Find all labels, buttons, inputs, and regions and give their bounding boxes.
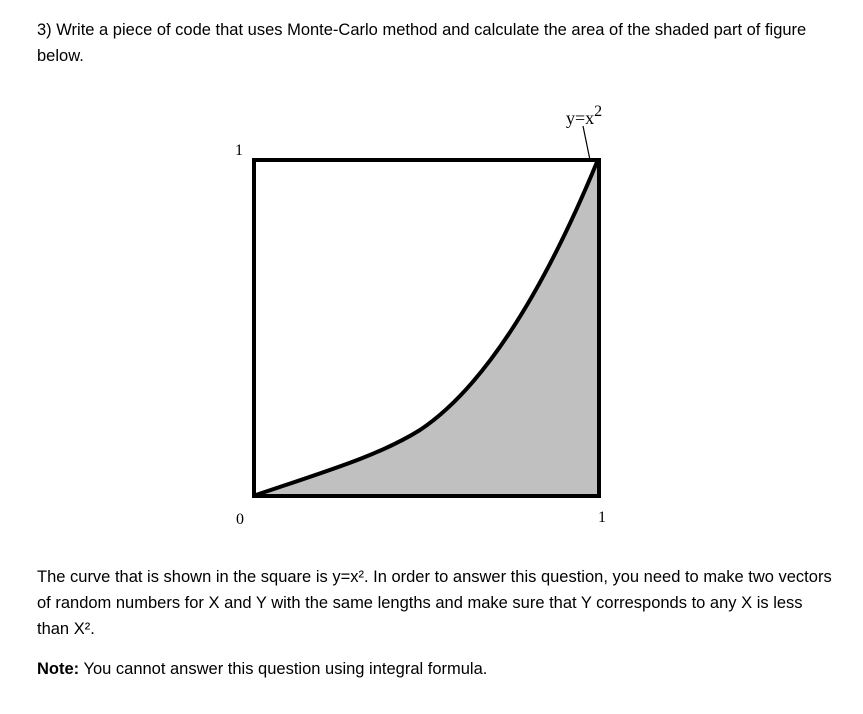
note-text: You cannot answer this question using integral formula. xyxy=(79,660,488,678)
question-text: 3) Write a piece of code that uses Monte-Carlo method and calculate the area of the shaded part of figure below. xyxy=(37,21,807,65)
y-tick-top: 1 xyxy=(235,142,243,159)
note-label: Note: xyxy=(37,660,80,678)
curve-label-exponent: 2 xyxy=(594,103,603,120)
label-leader-line xyxy=(583,126,590,160)
x-tick-right: 1 xyxy=(598,509,606,526)
description-text: The curve that is shown in the square is y=x². In order to answer this question, you need to make two vectors of random numbers for X and Y with the same lengths and make sure that Y corresponds to any X is less than X². xyxy=(37,568,832,638)
curve-label-base: y=x xyxy=(566,108,595,128)
note-paragraph xyxy=(37,656,837,682)
origin-label: 0 xyxy=(236,511,244,528)
curve-label xyxy=(566,103,602,128)
shaded-region xyxy=(256,162,597,495)
